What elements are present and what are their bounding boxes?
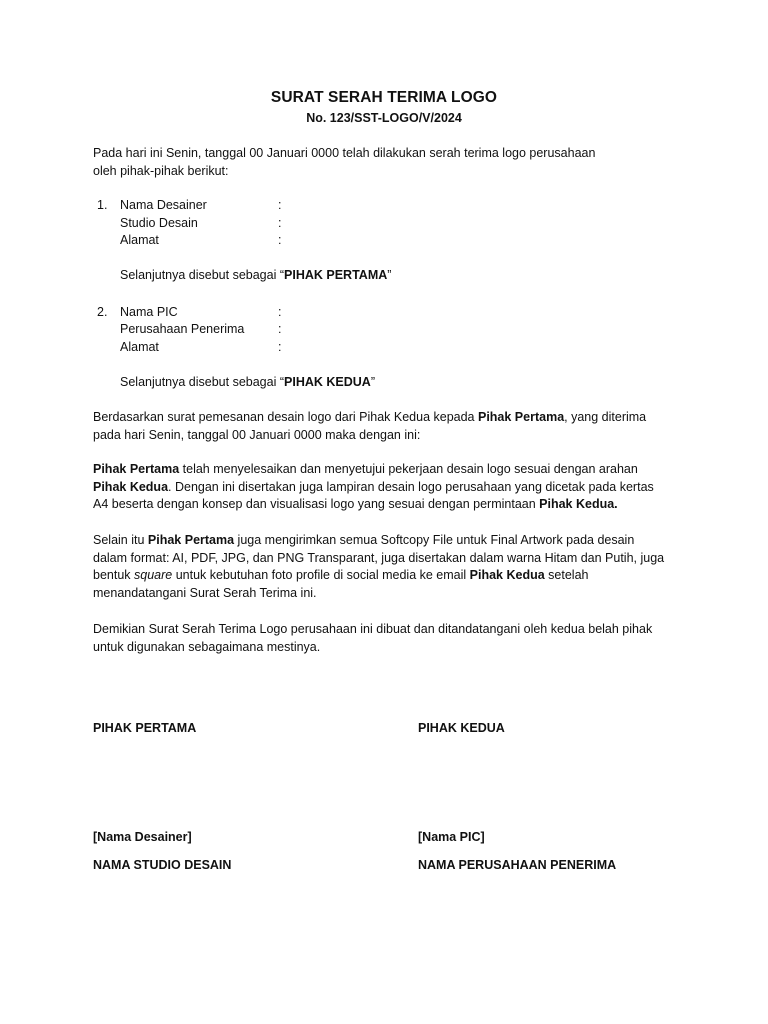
signature-right-name: [Nama PIC] (418, 830, 485, 844)
field-colon: : (278, 340, 282, 354)
text-segment: , yang diterima (564, 410, 647, 424)
intro-line-2: oleh pihak-pihak berikut: (93, 163, 229, 178)
italic-segment: square (134, 568, 173, 582)
completion-line-1 (93, 461, 683, 479)
field-label-nama-pic: Nama PIC (120, 305, 178, 319)
field-colon: : (278, 322, 282, 336)
field-label-nama-desainer: Nama Desainer (120, 198, 207, 212)
document-number: No. 123/SST-LOGO/V/2024 (306, 111, 462, 125)
bold-segment: Pihak Kedua (93, 479, 169, 494)
text-segment: untuk kebutuhan foto profile di social media ke email (172, 568, 470, 582)
files-line-3 (93, 567, 683, 585)
field-label-perusahaan-penerima: Perusahaan Penerima (120, 322, 245, 336)
intro-line-1: Pada hari ini Senin, tanggal 00 Januari 0000 telah dilakukan serah terima logo perusahaan (93, 146, 596, 160)
text-segment: juga mengirimkan semua Softcopy File untuk Final Artwork pada desain (234, 533, 635, 547)
designation-prefix: Selanjutnya disebut sebagai “ (120, 375, 285, 389)
intro-paragraph (93, 145, 683, 180)
field-colon: : (278, 233, 282, 247)
closing-line-2: untuk digunakan sebagaimana mestinya. (93, 639, 321, 654)
text-segment: Selain itu (93, 533, 148, 547)
field-colon: : (278, 198, 282, 212)
closing-line-1: Demikian Surat Serah Terima Logo perusahaan ini dibuat dan ditandatangani oleh kedua belah pihak (93, 622, 653, 636)
bold-segment: Pihak Kedua. (539, 497, 618, 511)
text-segment: bentuk (93, 568, 135, 582)
text-segment: setelah (544, 568, 589, 582)
signature-right-org: NAMA PERUSAHAAN PENERIMA (418, 858, 617, 872)
bold-segment: Pihak Kedua (469, 568, 545, 582)
text-segment: A4 beserta dengan konsep dan visualisasi logo yang sesuai dengan permintaan (93, 497, 540, 511)
document-title: SURAT SERAH TERIMA LOGO (270, 89, 498, 106)
files-line-2: dalam format: AI, PDF, JPG, dan PNG Transparant, juga disertakan dalam warna Hitam dan Putih, juga (93, 550, 665, 565)
basis-paragraph (93, 409, 683, 444)
designation-prefix: Selanjutnya disebut sebagai “ (120, 268, 285, 282)
signature-left-name: [Nama Desainer] (93, 830, 192, 844)
field-colon: : (278, 305, 282, 319)
party-2-designation (120, 374, 375, 392)
basis-line-1 (93, 409, 683, 427)
signature-right-heading: PIHAK KEDUA (418, 721, 505, 735)
field-label-alamat: Alamat (120, 340, 159, 354)
field-colon: : (278, 216, 282, 230)
signature-left-heading: PIHAK PERTAMA (93, 721, 197, 735)
party-2-number: 2. (97, 305, 108, 319)
files-paragraph (93, 532, 683, 602)
party-1-number: 1. (97, 198, 108, 212)
party-1-designation (120, 267, 391, 285)
text-segment: Berdasarkan surat pemesanan desain logo dari Pihak Kedua kepada (93, 410, 478, 424)
designation-pihak-kedua: PIHAK KEDUA (284, 375, 371, 389)
completion-paragraph (93, 461, 683, 514)
files-line-1 (93, 532, 683, 550)
signature-left-org: NAMA STUDIO DESAIN (93, 858, 232, 872)
designation-pihak-pertama: PIHAK PERTAMA (284, 268, 388, 282)
designation-suffix: ” (370, 375, 375, 389)
text-segment: telah menyelesaikan dan menyetujui pekerjaan desain logo sesuai dengan arahan (179, 462, 638, 476)
designation-suffix: ” (387, 268, 392, 282)
bold-segment: Pihak Pertama (93, 462, 180, 476)
completion-line-3 (93, 496, 683, 514)
basis-line-2: pada hari Senin, tanggal 00 Januari 0000 maka dengan ini: (93, 427, 421, 442)
completion-line-2 (93, 479, 683, 497)
files-line-4: menandatangani Surat Serah Terima ini. (93, 585, 317, 600)
bold-segment: Pihak Pertama (147, 533, 235, 547)
closing-paragraph (93, 621, 683, 656)
text-segment: . Dengan ini disertakan juga lampiran desain logo perusahaan yang dicetak pada kertas (168, 479, 654, 494)
bold-segment: Pihak Pertama (477, 410, 565, 424)
field-label-alamat: Alamat (120, 233, 159, 247)
field-label-studio-desain: Studio Desain (120, 216, 198, 230)
